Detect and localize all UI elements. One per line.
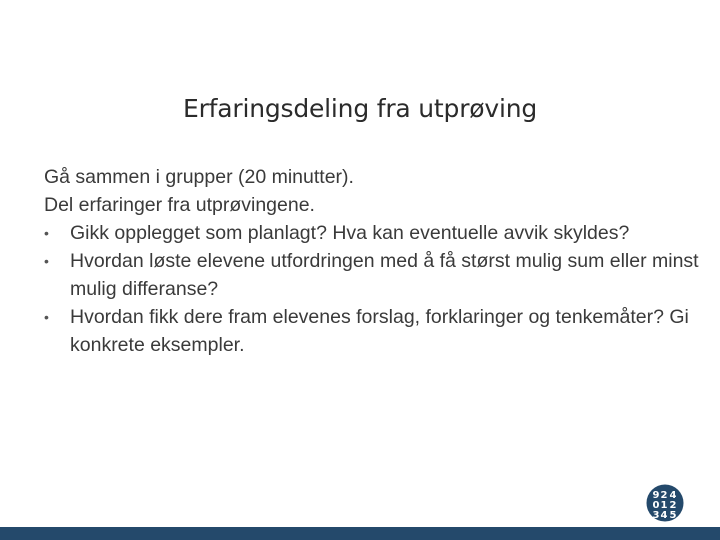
svg-text:4: 4 bbox=[669, 490, 677, 501]
bullet-text: Gikk opplegget som planlagt? Hva kan eventuelle avvik skyldes? bbox=[70, 222, 630, 244]
svg-text:1: 1 bbox=[660, 500, 668, 511]
footer-bar bbox=[0, 527, 720, 540]
list-item bbox=[44, 247, 709, 303]
svg-text:2: 2 bbox=[669, 500, 677, 511]
svg-text:4: 4 bbox=[660, 510, 668, 521]
bullet-icon: • bbox=[44, 225, 49, 241]
slide-title: Erfaringsdeling fra utprøving bbox=[182, 94, 538, 123]
svg-text:5: 5 bbox=[669, 510, 677, 521]
bullet-text: Hvordan løste elevene utfordringen med å få størst mulig sum eller minst mulig differanse? bbox=[70, 250, 699, 300]
intro-line-1: Gå sammen i grupper (20 minutter). bbox=[44, 166, 354, 188]
svg-text:0: 0 bbox=[652, 500, 660, 511]
bullet-text: Hvordan fikk dere fram elevenes forslag, forklaringer og tenkemåter? Gi konkrete eksempler. bbox=[70, 306, 689, 356]
svg-text:3: 3 bbox=[652, 510, 660, 521]
bullet-list bbox=[44, 219, 709, 359]
svg-text:9: 9 bbox=[652, 490, 660, 501]
bullet-icon: • bbox=[44, 309, 49, 325]
slide-content bbox=[44, 163, 709, 359]
list-item bbox=[44, 303, 709, 359]
intro-line-2: Del erfaringer fra utprøvingene. bbox=[44, 194, 315, 216]
numbers-logo-icon bbox=[646, 484, 684, 522]
svg-text:2: 2 bbox=[660, 490, 668, 501]
list-item bbox=[44, 219, 709, 247]
bullet-icon: • bbox=[44, 253, 49, 269]
